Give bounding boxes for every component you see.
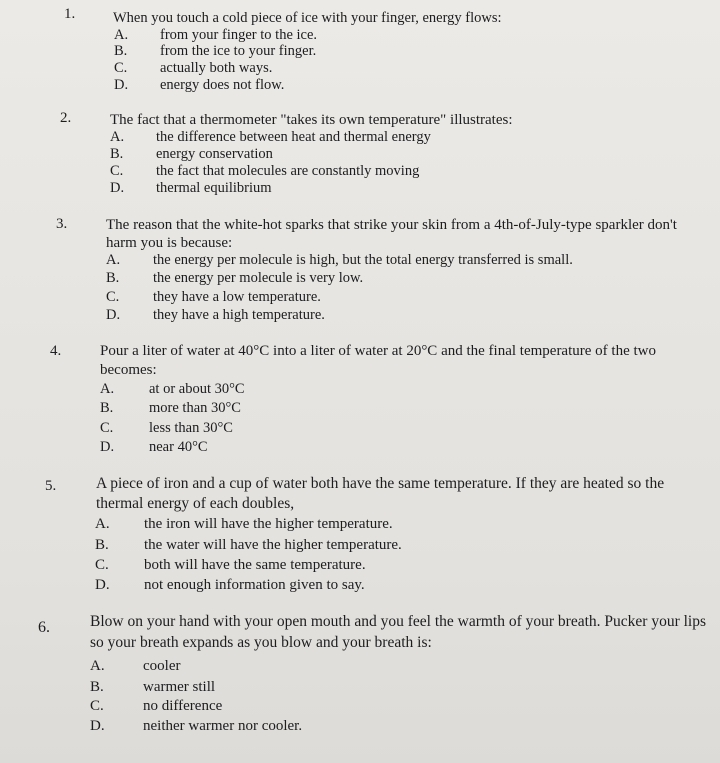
option-a bbox=[100, 381, 245, 398]
option-c bbox=[95, 557, 366, 574]
option-text: the fact that molecules are constantly moving bbox=[156, 163, 420, 179]
option-text: cooler bbox=[143, 658, 181, 674]
option-a bbox=[114, 27, 318, 44]
question-text: A piece of iron and a cup of water both have the same temperature. If they are heated so the thermal energy of each doubles, bbox=[96, 475, 665, 512]
option-d bbox=[95, 577, 365, 594]
option-text: the water will have the higher temperature. bbox=[144, 537, 402, 553]
option-letter: C. bbox=[106, 289, 120, 305]
question-text: When you touch a cold piece of ice with your finger, energy flows: bbox=[113, 10, 502, 26]
option-text: the iron will have the higher temperature. bbox=[144, 516, 393, 532]
option-text: from your finger to the ice. bbox=[160, 27, 318, 43]
option-letter: D. bbox=[114, 77, 129, 93]
option-text: thermal equilibrium bbox=[156, 180, 272, 196]
option-c bbox=[90, 698, 223, 715]
option-letter: B. bbox=[110, 146, 124, 162]
option-letter: D. bbox=[95, 577, 110, 593]
question-text: The fact that a thermometer "takes its own temperature" illustrates: bbox=[110, 112, 513, 128]
option-text: the energy per molecule is very low. bbox=[153, 270, 364, 286]
option-text: less than 30°C bbox=[149, 420, 233, 436]
option-b bbox=[114, 43, 317, 60]
option-text: the difference between heat and thermal energy bbox=[156, 129, 431, 145]
option-text: not enough information given to say. bbox=[144, 577, 365, 593]
option-a bbox=[90, 658, 181, 675]
option-d bbox=[90, 718, 303, 735]
option-text: more than 30°C bbox=[149, 400, 241, 416]
option-letter: D. bbox=[100, 439, 115, 455]
option-c bbox=[114, 60, 273, 77]
option-a bbox=[110, 129, 431, 146]
option-text: energy conservation bbox=[156, 146, 273, 162]
question-number: 1. bbox=[64, 6, 76, 22]
question-number: 3. bbox=[56, 216, 68, 232]
option-letter: A. bbox=[90, 658, 105, 674]
question-text: Blow on your hand with your open mouth and you feel the warmth of your breath. Pucker your lips so your breath expands as you blow and your breath is: bbox=[90, 613, 707, 651]
option-c bbox=[100, 420, 233, 437]
option-b bbox=[90, 679, 216, 696]
option-text: neither warmer nor cooler. bbox=[143, 718, 303, 734]
option-text: warmer still bbox=[143, 679, 216, 695]
option-text: at or about 30°C bbox=[149, 381, 245, 397]
option-letter: B. bbox=[100, 400, 114, 416]
question-number: 4. bbox=[50, 343, 62, 359]
option-a bbox=[95, 516, 393, 533]
option-text: no difference bbox=[143, 698, 223, 714]
option-letter: A. bbox=[100, 381, 115, 397]
option-text: actually both ways. bbox=[160, 60, 273, 76]
option-d bbox=[100, 439, 208, 456]
option-d bbox=[110, 180, 272, 197]
option-letter: C. bbox=[100, 420, 114, 436]
option-letter: B. bbox=[106, 270, 120, 286]
option-letter: B. bbox=[90, 679, 104, 695]
option-letter: C. bbox=[110, 163, 124, 179]
option-b bbox=[106, 270, 364, 287]
option-letter: B. bbox=[95, 537, 109, 553]
option-letter: D. bbox=[90, 718, 105, 734]
option-letter: C. bbox=[95, 557, 109, 573]
option-text: both will have the same temperature. bbox=[144, 557, 366, 573]
option-b bbox=[95, 537, 402, 554]
option-letter: A. bbox=[95, 516, 110, 532]
option-letter: C. bbox=[90, 698, 104, 714]
option-a bbox=[106, 252, 573, 269]
option-text: near 40°C bbox=[149, 439, 208, 455]
option-letter: C. bbox=[114, 60, 128, 76]
option-text: from the ice to your finger. bbox=[160, 43, 317, 59]
question-text: The reason that the white-hot sparks that strike your skin from a 4th-of-July-type sparkler don't harm you is because: bbox=[106, 217, 677, 251]
option-b bbox=[100, 400, 241, 417]
option-text: the energy per molecule is high, but the total energy transferred is small. bbox=[153, 252, 573, 268]
option-letter: A. bbox=[106, 252, 121, 268]
question-number: 2. bbox=[60, 110, 72, 126]
question-text: Pour a liter of water at 40°C into a liter of water at 20°C and the final temperature of the two becomes: bbox=[100, 343, 656, 378]
option-letter: D. bbox=[110, 180, 125, 196]
question-number: 5. bbox=[45, 478, 57, 494]
option-text: they have a high temperature. bbox=[153, 307, 325, 323]
option-c bbox=[110, 163, 420, 180]
option-letter: A. bbox=[110, 129, 125, 145]
option-letter: A. bbox=[114, 27, 129, 43]
option-d bbox=[114, 77, 285, 94]
option-text: they have a low temperature. bbox=[153, 289, 321, 305]
option-text: energy does not flow. bbox=[160, 77, 285, 93]
option-c bbox=[106, 289, 321, 306]
question-number: 6. bbox=[38, 619, 50, 636]
option-letter: D. bbox=[106, 307, 121, 323]
option-d bbox=[106, 307, 325, 324]
option-b bbox=[110, 146, 273, 163]
option-letter: B. bbox=[114, 43, 128, 59]
